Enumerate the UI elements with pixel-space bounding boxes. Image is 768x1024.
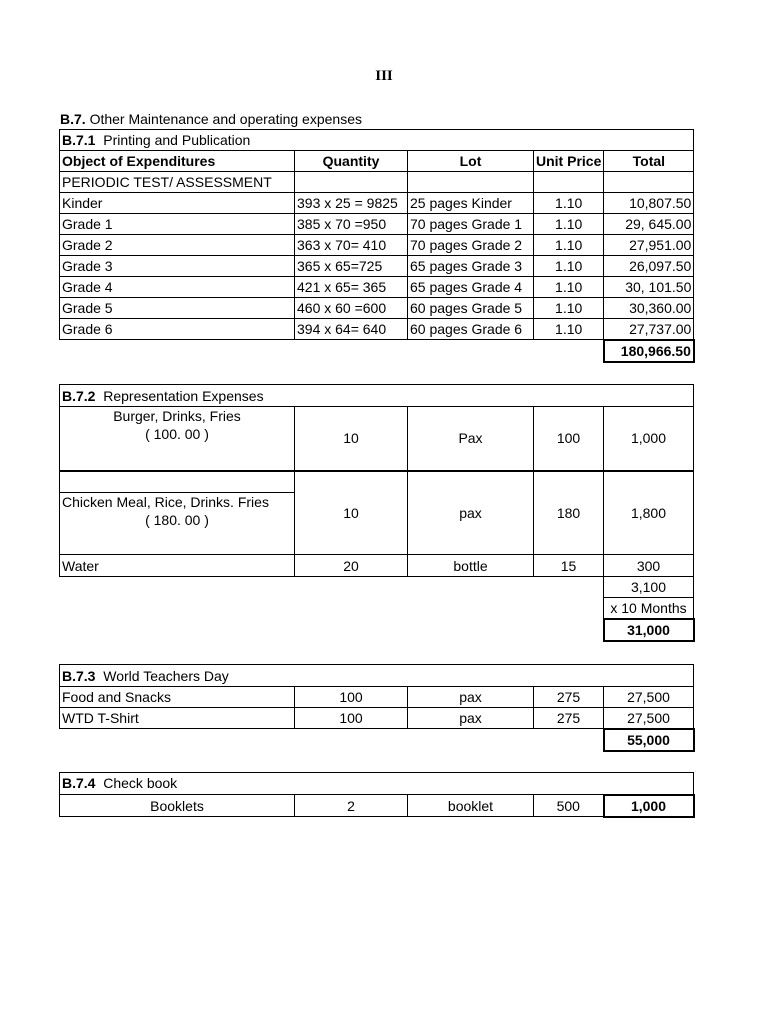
lot-cell: bottle <box>408 555 534 577</box>
quantity-cell: 2 <box>295 795 408 817</box>
category-label: PERIODIC TEST/ ASSESSMENT <box>60 172 295 193</box>
header-lot: Lot <box>408 151 534 172</box>
total-cell: 1,800 <box>604 471 694 555</box>
empty-cell <box>604 172 694 193</box>
table-row <box>60 687 694 708</box>
total-cell: 300 <box>604 555 694 577</box>
lot-cell: 65 pages Grade 3 <box>408 256 534 277</box>
total-cell: 1,000 <box>604 795 694 817</box>
check-book-table <box>59 772 695 818</box>
subsection-code: B.7.4 <box>62 775 96 792</box>
spacer <box>60 529 294 553</box>
lot-cell: booklet <box>408 795 534 817</box>
section-title: Other Maintenance and operating expenses <box>89 111 362 127</box>
lot-cell: 65 pages Grade 4 <box>408 277 534 298</box>
unit-price-cell: 1.10 <box>534 298 604 319</box>
unit-price-cell: 1.10 <box>534 193 604 214</box>
grand-total-row <box>60 729 694 751</box>
representation-table <box>59 384 695 642</box>
total-cell: 27,500 <box>604 687 694 708</box>
spacer-cell <box>60 577 604 598</box>
lot-cell: 25 pages Kinder <box>408 193 534 214</box>
total-cell: 26,097.50 <box>604 256 694 277</box>
quantity-cell: 421 x 65= 365 <box>295 277 408 298</box>
table-header-row <box>60 151 694 172</box>
object-cell: Grade 5 <box>60 298 295 319</box>
empty-cell <box>408 172 534 193</box>
subtotal-row <box>60 577 694 598</box>
empty-cell <box>295 172 408 193</box>
grand-total-cell: 180,966.50 <box>604 340 694 362</box>
unit-price-cell: 15 <box>534 555 604 577</box>
subsection-code: B.7.3 <box>62 667 96 684</box>
total-cell: 30,360.00 <box>604 298 694 319</box>
item-cell: Booklets <box>60 795 295 817</box>
unit-price-cell: 1.10 <box>534 277 604 298</box>
quantity-cell: 393 x 25 = 9825 <box>295 193 408 214</box>
object-cell: Grade 6 <box>60 319 295 340</box>
spacer-cell <box>60 729 604 751</box>
section-code: B.7. <box>60 111 86 127</box>
total-cell: 30, 101.50 <box>604 277 694 298</box>
table-row <box>60 298 694 319</box>
quantity-cell: 100 <box>295 687 408 708</box>
spacer-cell <box>60 340 604 362</box>
item-cell <box>60 471 295 555</box>
lot-cell: 60 pages Grade 6 <box>408 319 534 340</box>
spacer-cell <box>60 598 604 619</box>
table-title <box>60 665 694 687</box>
grand-total-row <box>60 340 694 362</box>
table-row <box>60 407 694 471</box>
item-cell: Food and Snacks <box>60 687 295 708</box>
table-title-row <box>60 130 694 151</box>
quantity-cell: 394 x 64= 640 <box>295 319 408 340</box>
quantity-cell: 20 <box>295 555 408 577</box>
table-row <box>60 795 694 817</box>
item-cell: WTD T-Shirt <box>60 708 295 729</box>
header-total: Total <box>604 151 694 172</box>
object-cell: Grade 2 <box>60 235 295 256</box>
grand-total-row <box>60 619 694 641</box>
category-row <box>60 172 694 193</box>
table-row <box>60 256 694 277</box>
quantity-cell: 460 x 60 =600 <box>295 298 408 319</box>
subsection-title: Representation Expenses <box>103 387 264 404</box>
total-cell: 1,000 <box>604 407 694 471</box>
lot-cell: pax <box>408 687 534 708</box>
subsection-title: World Teachers Day <box>103 667 229 684</box>
total-cell: 27,951.00 <box>604 235 694 256</box>
table-title-row <box>60 665 694 687</box>
item-name: Burger, Drinks, Fries <box>113 408 241 424</box>
unit-price-cell: 1.10 <box>534 214 604 235</box>
divider <box>60 472 294 493</box>
table-row <box>60 319 694 340</box>
total-cell: 10,807.50 <box>604 193 694 214</box>
total-cell: 27,737.00 <box>604 319 694 340</box>
multiplier-cell: x 10 Months <box>604 598 694 619</box>
empty-cell <box>534 172 604 193</box>
grand-total-cell: 55,000 <box>604 729 694 751</box>
lot-cell: pax <box>408 471 534 555</box>
table-row <box>60 555 694 577</box>
table-title <box>60 385 694 407</box>
unit-price-cell: 1.10 <box>534 256 604 277</box>
teachers-day-table <box>59 664 695 752</box>
table-title <box>60 130 694 151</box>
object-cell: Grade 4 <box>60 277 295 298</box>
subsection-code: B.7.2 <box>62 387 96 404</box>
lot-cell: pax <box>408 708 534 729</box>
item-name: Chicken Meal, Rice, Drinks. Fries <box>62 494 269 511</box>
quantity-cell: 363 x 70= 410 <box>295 235 408 256</box>
table-row <box>60 277 694 298</box>
quantity-cell: 10 <box>295 471 408 555</box>
total-cell: 29, 645.00 <box>604 214 694 235</box>
lot-cell: 70 pages Grade 2 <box>408 235 534 256</box>
object-cell: Grade 1 <box>60 214 295 235</box>
header-unit-price: Unit Price <box>534 151 604 172</box>
total-cell: 27,500 <box>604 708 694 729</box>
header-quantity: Quantity <box>295 151 408 172</box>
lot-cell: Pax <box>408 407 534 471</box>
section-heading <box>60 111 362 127</box>
item-price-note: ( 100. 00 ) <box>145 426 209 442</box>
table-row <box>60 708 694 729</box>
subtotal-cell: 3,100 <box>604 577 694 598</box>
quantity-cell: 385 x 70 =950 <box>295 214 408 235</box>
lot-cell: 70 pages Grade 1 <box>408 214 534 235</box>
object-cell: Grade 3 <box>60 256 295 277</box>
unit-price-cell: 275 <box>534 708 604 729</box>
item-price-note: ( 180. 00 ) <box>145 512 209 529</box>
multiplier-row <box>60 598 694 619</box>
subsection-title: Printing and Publication <box>103 132 251 148</box>
table-row <box>60 214 694 235</box>
table-row <box>60 235 694 256</box>
item-cell: Water <box>60 555 295 577</box>
lot-cell: 60 pages Grade 5 <box>408 298 534 319</box>
page-number: III <box>375 68 393 84</box>
subsection-code: B.7.1 <box>62 132 96 148</box>
unit-price-cell: 100 <box>534 407 604 471</box>
quantity-cell: 365 x 65=725 <box>295 256 408 277</box>
unit-price-cell: 500 <box>534 795 604 817</box>
table-title <box>60 773 694 795</box>
spacer-cell <box>60 619 604 641</box>
object-cell: Kinder <box>60 193 295 214</box>
table-title-row <box>60 385 694 407</box>
table-row <box>60 471 694 555</box>
unit-price-cell: 1.10 <box>534 235 604 256</box>
printing-table <box>59 129 695 363</box>
quantity-cell: 100 <box>295 708 408 729</box>
unit-price-cell: 275 <box>534 687 604 708</box>
table-row <box>60 193 694 214</box>
quantity-cell: 10 <box>295 407 408 471</box>
grand-total-cell: 31,000 <box>604 619 694 641</box>
subsection-title: Check book <box>103 775 178 792</box>
table-title-row <box>60 773 694 795</box>
item-cell <box>60 407 295 471</box>
header-object: Object of Expenditures <box>60 151 295 172</box>
unit-price-cell: 180 <box>534 471 604 555</box>
unit-price-cell: 1.10 <box>534 319 604 340</box>
